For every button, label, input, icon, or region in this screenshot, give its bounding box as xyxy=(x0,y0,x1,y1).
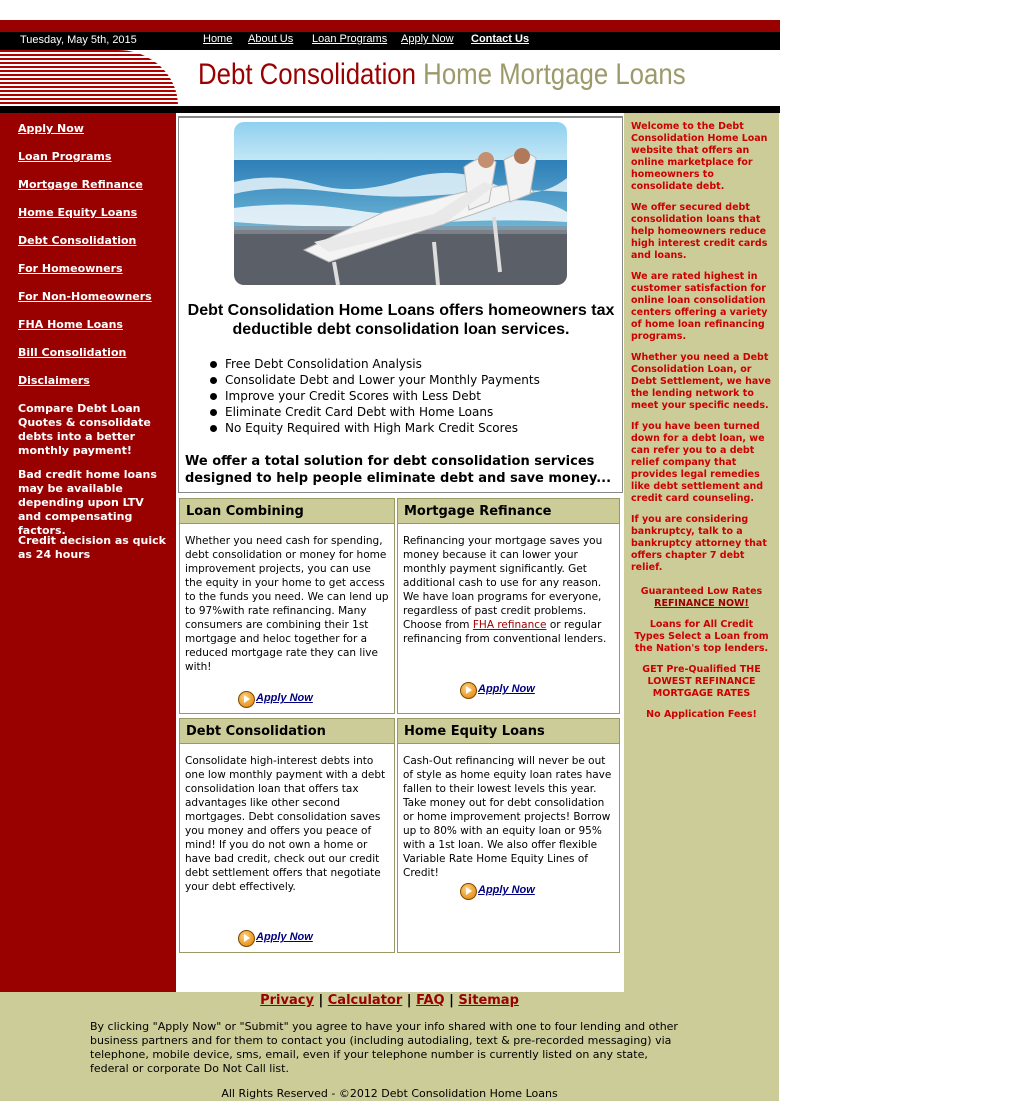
benefit-item-text: Eliminate Credit Card Debt with Home Loans xyxy=(225,405,494,419)
debt-consolidation-text: Consolidate high-interest debts into one low monthly payment with a debt consolidation loan that offers tax advantages like other second mortgages. Debt consolidation saves you money and offers you peace of mind! If you do not own a home or have bad credit, check out our credit debt settlement offers that negotiate your debt effectively. xyxy=(185,755,386,893)
refinance-now-link[interactable]: REFINANCE NOW! xyxy=(654,598,749,609)
apply-now-label: Apply Now xyxy=(256,931,313,943)
footer-copyright: All Rights Reserved - ©2012 Debt Consolidation Home Loans xyxy=(221,1087,558,1100)
play-arrow-icon xyxy=(460,682,477,699)
sidebar-item-apply-now[interactable]: Apply Now xyxy=(18,122,84,135)
benefit-item xyxy=(210,421,518,435)
footer-separator: | xyxy=(318,993,324,1008)
sidebar-note-bad-credit: Bad credit home loans may be available depending upon LTV and compensating factors. xyxy=(18,468,157,537)
sidebar-item-debt-consolidation[interactable]: Debt Consolidation xyxy=(18,234,137,247)
right-paragraph: We are rated highest in customer satisfaction for online loan consolidation centers offering a variety of home loan refinancing programs. xyxy=(631,271,768,342)
site-title-part2: Home Mortgage Loans xyxy=(423,58,686,91)
benefit-item-text: No Equity Required with High Mark Credit Scores xyxy=(225,421,518,435)
debt-consolidation-header: Debt Consolidation xyxy=(179,718,395,744)
sidebar-item-disclaimers[interactable]: Disclaimers xyxy=(18,374,90,387)
mortgage-refinance-header: Mortgage Refinance xyxy=(397,498,620,524)
sidebar-item-bill-consolidation[interactable]: Bill Consolidation xyxy=(18,346,127,359)
home-equity-header: Home Equity Loans xyxy=(397,718,620,744)
play-arrow-icon xyxy=(238,930,255,947)
sidebar-item-loan-programs[interactable]: Loan Programs xyxy=(18,150,112,163)
beach-chairs-illustration xyxy=(234,122,567,285)
promo-no-fees: No Application Fees! xyxy=(646,709,757,720)
footer-link-faq[interactable]: FAQ xyxy=(416,993,445,1008)
play-arrow-icon xyxy=(460,883,477,900)
nav-link-home[interactable]: Home xyxy=(203,33,233,45)
site-title xyxy=(198,58,686,92)
right-sidebar xyxy=(624,113,779,992)
promo-guaranteed-text: Guaranteed Low Rates xyxy=(640,586,763,597)
main-headline: Debt Consolidation Home Loans offers homeowners tax deductible debt consolidation loan services. xyxy=(187,302,615,338)
sidebar-item-mortgage-refinance[interactable]: Mortgage Refinance xyxy=(18,178,143,191)
right-paragraph: If you have been turned down for a debt loan, we can refer you to a debt relief company that provides legal remedies like debt settlement and credit card counseling. xyxy=(631,421,765,504)
benefit-item-text: Improve your Credit Scores with Less Debt xyxy=(225,389,481,403)
current-date: Tuesday, May 5th, 2015 xyxy=(20,34,137,46)
header-logo-stripes xyxy=(0,50,178,106)
mortgage-refinance-text-after: or regular refinancing from conventional lenders. xyxy=(403,619,607,645)
nav-link-about-us[interactable]: About Us xyxy=(248,33,294,45)
benefit-item-text: Consolidate Debt and Lower your Monthly Payments xyxy=(225,373,540,387)
benefit-item xyxy=(210,389,481,403)
footer-disclaimer: By clicking "Apply Now" or "Submit" you agree to have your info shared with one to four lending and other business partners and for them to contact you (including autodialing, text & pre-recorded messaging) via telephone, mobile device, sms, email, even if your telephone number is currently listed on any state, federal or corporate Do Not Call list. xyxy=(90,1020,678,1075)
benefit-item xyxy=(210,405,493,419)
fha-refinance-link[interactable]: FHA refinance xyxy=(472,619,547,631)
nav-link-apply-now[interactable]: Apply Now xyxy=(401,33,454,45)
footer-separator: | xyxy=(406,993,412,1008)
apply-now-label: Apply Now xyxy=(256,692,313,704)
home-equity-text: Cash-Out refinancing will never be out of style as home equity loan rates have fallen to their lowest levels this year. Take money out for debt consolidation or home improvement projects! Borrow up to 80% with an equity loan or 95% with a 1st loan. We also offer flexible Variable Rate Home Equity Lines of Credit! xyxy=(403,755,612,879)
play-arrow-icon xyxy=(238,691,255,708)
mortgage-refinance-text-before: Refinancing your mortgage saves you money because it can lower your monthly payment significantly. Get additional cash to use for any reason. We have loan programs for everyone, regardless of past credit problems. Choose from xyxy=(403,535,603,631)
promo-loans-all: Loans for All Credit Types Select a Loan from the Nation's top lenders. xyxy=(634,619,769,654)
promo-prequalified: GET Pre-Qualified THE LOWEST REFINANCE MORTGAGE RATES xyxy=(642,664,761,699)
apply-now-label: Apply Now xyxy=(478,683,535,695)
nav-link-contact-us[interactable]: Contact Us xyxy=(471,33,530,45)
apply-now-button[interactable] xyxy=(238,930,320,947)
main-bottom-spacer xyxy=(176,958,624,992)
apply-now-button[interactable] xyxy=(460,682,542,699)
hero-image xyxy=(234,122,567,285)
promo-guaranteed xyxy=(624,586,779,610)
footer-link-sitemap[interactable]: Sitemap xyxy=(458,993,519,1008)
footer-link-privacy[interactable]: Privacy xyxy=(260,993,314,1008)
header-divider xyxy=(0,106,780,113)
mortgage-refinance-text xyxy=(403,534,617,646)
footer-link-calculator[interactable]: Calculator xyxy=(327,993,403,1008)
benefit-item xyxy=(210,357,422,371)
loan-combining-text: Whether you need cash for spending, debt consolidation or money for home improvement projects, you can use the equity in your home to get access to the funds you need. We can lend up to 97%with rate refinancing. Many consumers are combining their 1st mortgage and heloc together for a reduced mortgage rate they can live with! xyxy=(185,535,389,673)
right-paragraph: Welcome to the Debt Consolidation Home Loan website that offers an online marketplace for homeowners to consolidate debt. xyxy=(631,121,768,192)
right-paragraph: Whether you need a Debt Consolidation Loan, or Debt Settlement, we have the lending network to meet your specific needs. xyxy=(631,352,771,411)
top-red-bar xyxy=(0,20,780,32)
loan-combining-header: Loan Combining xyxy=(179,498,395,524)
sidebar-item-home-equity-loans[interactable]: Home Equity Loans xyxy=(18,206,138,219)
right-paragraph: If you are considering bankruptcy, talk to a bankruptcy attorney that offers chapter 7 debt relief. xyxy=(631,514,767,573)
left-sidebar xyxy=(0,113,176,992)
apply-now-button[interactable] xyxy=(238,691,320,708)
right-paragraph: We offer secured debt consolidation loans that help homeowners reduce high interest credit cards and loans. xyxy=(631,202,768,261)
sidebar-item-for-homeowners[interactable]: For Homeowners xyxy=(18,262,123,275)
footer-separator: | xyxy=(449,993,454,1008)
apply-now-button[interactable] xyxy=(460,883,542,900)
main-tagline: We offer a total solution for debt consolidation services designed to help people eliminate debt and save money... xyxy=(185,454,612,486)
footer-links xyxy=(0,993,779,1008)
sidebar-note-compare: Compare Debt Loan Quotes & consolidate debts into a better monthly payment! xyxy=(18,402,151,457)
sidebar-note-credit-decision: Credit decision as quick as 24 hours xyxy=(18,534,166,561)
site-title-part1: Debt Consolidation xyxy=(198,58,417,91)
benefit-item xyxy=(210,373,540,387)
benefit-item-text: Free Debt Consolidation Analysis xyxy=(225,357,422,371)
nav-link-loan-programs[interactable]: Loan Programs xyxy=(312,33,388,45)
sidebar-item-for-non-homeowners[interactable]: For Non-Homeowners xyxy=(18,290,152,303)
apply-now-label: Apply Now xyxy=(478,884,535,896)
sidebar-item-fha-home-loans[interactable]: FHA Home Loans xyxy=(18,318,123,331)
